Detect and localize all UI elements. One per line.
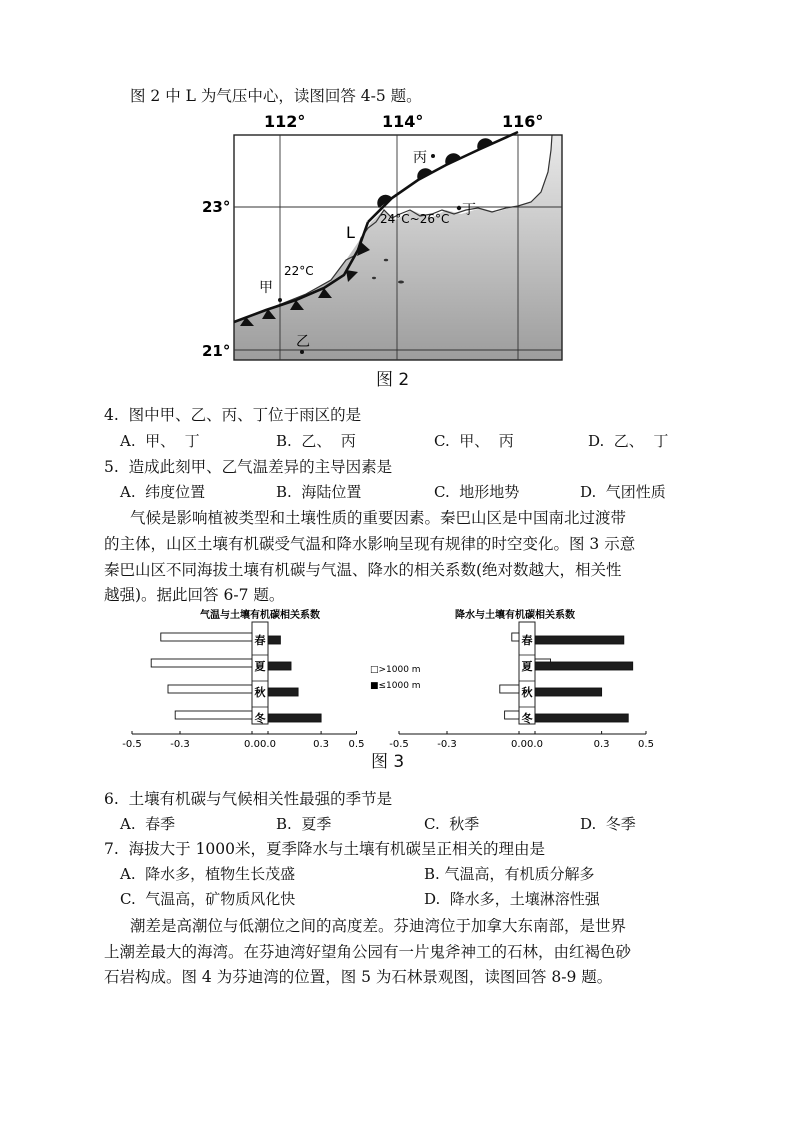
chart-0-season-label: 春 bbox=[254, 634, 266, 647]
chart-1-tick-label: -0.3 bbox=[437, 739, 457, 750]
q6-option-b: B. 夏季 bbox=[276, 815, 332, 833]
chart-1-tick-label: 0.3 bbox=[593, 739, 610, 750]
point-yi-label: 乙 bbox=[296, 334, 310, 350]
lon-112-label: 112° bbox=[264, 112, 306, 131]
bar-above-1000m bbox=[505, 711, 519, 719]
q5-option-d: D. 气团性质 bbox=[580, 483, 666, 501]
bar-above-1000m bbox=[151, 659, 252, 667]
chart-0-season-label: 秋 bbox=[254, 686, 266, 699]
bar-below-1000m bbox=[268, 688, 298, 696]
para-67-line-4: 越强)。据此回答 6-7 题。 bbox=[104, 586, 285, 604]
q7-option-c: C. 气温高，矿物质风化快 bbox=[120, 890, 296, 908]
para-89-line-2: 上潮差最大的海湾。在芬迪湾好望角公园有一片鬼斧神工的石林，由红褐色砂 bbox=[104, 943, 632, 961]
q5-option-c: C. 地形地势 bbox=[434, 483, 520, 501]
q4-stem: 4. 图中甲、乙、丙、丁位于雨区的是 bbox=[104, 406, 362, 424]
bar-below-1000m bbox=[268, 636, 280, 644]
point-bing-label: 丙 bbox=[413, 150, 427, 166]
point-bing bbox=[431, 154, 435, 158]
bar-below-1000m bbox=[535, 662, 633, 670]
chart-1-season-label: 夏 bbox=[521, 660, 533, 673]
para-67-line-3: 秦巴山区不同海拔土壤有机碳与气温、降水的相关系数(绝对数越大，相关性 bbox=[104, 561, 622, 579]
bar-above-1000m bbox=[175, 711, 252, 719]
lon-114-label: 114° bbox=[382, 112, 424, 131]
sea-area bbox=[234, 135, 562, 360]
q4-option-d: D. 乙、 丁 bbox=[588, 432, 669, 450]
chart-1-tick-label: 0.0 bbox=[511, 739, 527, 750]
chart-1-season-label: 秋 bbox=[521, 686, 533, 699]
q6-option-a: A. 春季 bbox=[120, 815, 176, 833]
intro-text: 图 2 中 L 为气压中心，读图回答 4-5 题。 bbox=[130, 87, 422, 105]
q5-stem: 5. 造成此刻甲、乙气温差异的主导因素是 bbox=[104, 458, 393, 476]
point-jia bbox=[278, 298, 282, 302]
point-yi bbox=[300, 350, 304, 354]
temp-range-label: 24°C~26°C bbox=[380, 212, 450, 226]
bar-below-1000m bbox=[535, 636, 624, 644]
q7-option-d: D. 降水多，土壤淋溶性强 bbox=[424, 890, 600, 908]
bar-below-1000m bbox=[268, 662, 291, 670]
chart-0-tick-label: -0.5 bbox=[122, 739, 142, 750]
q6-option-c: C. 秋季 bbox=[424, 815, 480, 833]
q5-option-b: B. 海陆位置 bbox=[276, 483, 362, 501]
q5-option-a: A. 纬度位置 bbox=[120, 483, 206, 501]
lat-23-label: 23° bbox=[202, 198, 231, 216]
bar-below-1000m bbox=[535, 688, 602, 696]
bar-above-1000m bbox=[168, 685, 252, 693]
bar-above-1000m bbox=[500, 685, 519, 693]
bar-above-1000m bbox=[512, 633, 519, 641]
weather-map bbox=[196, 110, 576, 380]
chart-1-season-label: 春 bbox=[521, 634, 533, 647]
point-jia-label: 甲 bbox=[259, 280, 273, 296]
bar-below-1000m bbox=[535, 714, 628, 722]
chart-0-tick-label: 0.0 bbox=[244, 739, 260, 750]
legend-above-1000m: □>1000 m bbox=[370, 665, 421, 675]
chart-0-season-label: 冬 bbox=[254, 712, 266, 725]
para-67-line-2: 的主体，山区土壤有机碳受气温和降水影响呈现有规律的时空变化。图 3 示意 bbox=[104, 535, 636, 553]
chart-0-tick-label: 0.3 bbox=[313, 739, 330, 750]
lon-116-label: 116° bbox=[502, 112, 544, 131]
chart-0-tick-label: 0.0 bbox=[260, 739, 276, 750]
fig3-caption: 图 3 bbox=[371, 752, 405, 772]
para-89-line-3: 石岩构成。图 4 为芬迪湾的位置，图 5 为石林景观图，读图回答 8-9 题。 bbox=[104, 968, 613, 986]
para-67-line-1: 气候是影响植被类型和土壤性质的重要因素。秦巴山区是中国南北过渡带 bbox=[130, 509, 627, 527]
chart-1-tick-label: 0.5 bbox=[638, 739, 654, 750]
q7-option-b: B. 气温高，有机质分解多 bbox=[424, 865, 595, 883]
chart-1-title: 降水与土壤有机碳相关系数 bbox=[455, 610, 575, 621]
q6-option-d: D. 冬季 bbox=[580, 815, 636, 833]
temp-jia-label: 22°C bbox=[284, 264, 314, 278]
chart-0-tick-label: -0.3 bbox=[170, 739, 190, 750]
point-ding bbox=[457, 206, 461, 210]
legend-below-1000m: ■≤1000 m bbox=[370, 681, 421, 691]
q4-option-a: A. 甲、 丁 bbox=[120, 432, 200, 450]
para-89-line-1: 潮差是高潮位与低潮位之间的高度差。芬迪湾位于加拿大东南部，是世界 bbox=[130, 917, 627, 935]
warm-front-line bbox=[368, 132, 518, 222]
q7-stem: 7. 海拔大于 1000米，夏季降水与土壤有机碳呈正相关的理由是 bbox=[104, 840, 546, 858]
point-L-label: L bbox=[346, 223, 355, 242]
chart-0-tick-label: 0.5 bbox=[348, 739, 365, 750]
q4-option-b: B. 乙、 丙 bbox=[276, 432, 356, 450]
fig3-charts bbox=[122, 604, 670, 750]
q4-option-c: C. 甲、 丙 bbox=[434, 432, 514, 450]
chart-0-title: 气温与土壤有机碳相关系数 bbox=[200, 610, 320, 621]
fig2-caption: 图 2 bbox=[376, 370, 410, 390]
chart-1-season-label: 冬 bbox=[521, 712, 533, 725]
lat-21-label: 21° bbox=[202, 342, 231, 360]
bar-below-1000m bbox=[268, 714, 321, 722]
point-ding-label: 丁 bbox=[462, 202, 476, 218]
chart-0-season-label: 夏 bbox=[254, 660, 266, 673]
chart-1-tick-label: -0.5 bbox=[389, 739, 409, 750]
q7-option-a: A. 降水多，植物生长茂盛 bbox=[120, 865, 296, 883]
chart-1-tick-label: 0.0 bbox=[527, 739, 543, 750]
q6-stem: 6. 土壤有机碳与气候相关性最强的季节是 bbox=[104, 790, 393, 808]
bar-above-1000m bbox=[161, 633, 252, 641]
